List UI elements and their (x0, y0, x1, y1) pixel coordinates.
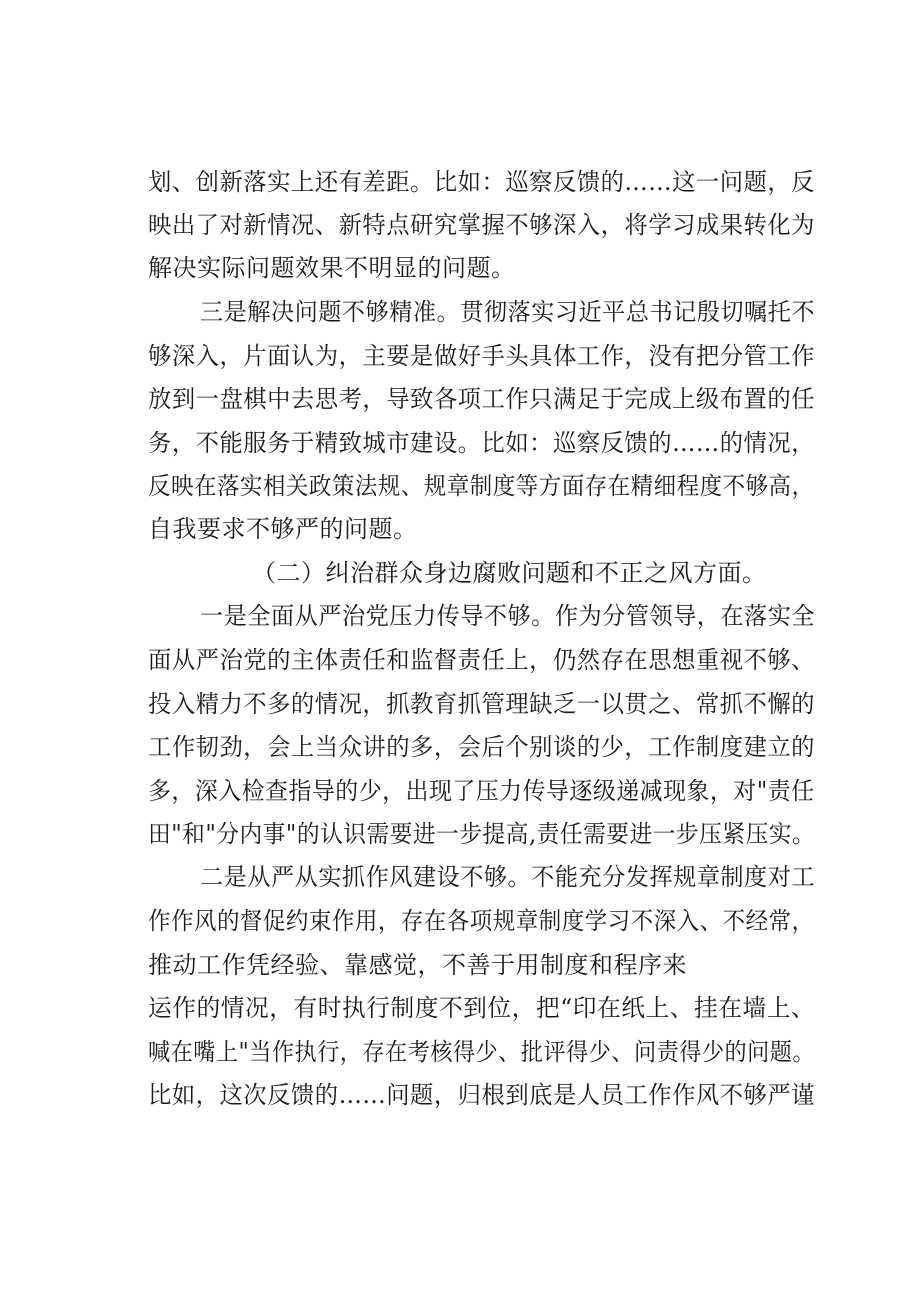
paragraph-start-line: 三是解决问题不够精准。贯彻落实习近平总书记殷切嘱托不 (200, 298, 816, 326)
text-line: 自我要求不够严的问题。 (148, 515, 418, 543)
text-line: 推动工作凭经验、靠感觉，不善于用制度和程序来 (148, 951, 687, 979)
text-line: 工作韧劲，会上当众讲的多，会后个别谈的少，工作制度建立的 (148, 733, 815, 761)
text-line: 划、创新落实上还有差距。比如：巡察反馈的……这一问题，反 (148, 168, 815, 196)
paragraph-start-line: 一是全面从严治党压力传导不够。作为分管领导，在落实全 (200, 602, 816, 630)
text-line: 投入精力不多的情况，抓教育抓管理缺乏一以贯之、常抓不懈的 (148, 690, 815, 718)
text-line: 运作的情况，有时执行制度不到位，把“印在纸上、挂在墙上、 (148, 994, 816, 1022)
paragraph-start-line: 二是从严从实抓作风建设不够。不能充分发挥规章制度对工 (200, 863, 816, 891)
text-line: 务，不能服务于精致城市建设。比如：巡察反馈的……的情况， (148, 429, 815, 457)
text-line: 解决实际问题效果不明显的问题。 (148, 254, 516, 282)
text-line: 放到一盘棋中去思考，导致各项工作只满足于完成上级布置的任 (148, 385, 815, 413)
text-line: 比如，这次反馈的……问题，归根到底是人员工作作风不够严谨 (148, 1081, 815, 1109)
text-line: 反映在落实相关政策法规、规章制度等方面存在精细程度不够高， (148, 472, 815, 500)
section-heading: （二）纠治群众身边腐败问题和不正之风方面。 (252, 559, 767, 587)
text-line: 映出了对新情况、新特点研究掌握不够深入，将学习成果转化为 (148, 211, 815, 239)
text-line: 够深入，片面认为，主要是做好手头具体工作，没有把分管工作 (148, 342, 815, 370)
text-line: 作作风的督促约束作用，存在各项规章制度学习不深入、不经常， (148, 907, 815, 935)
text-line: 面从严治党的主体责任和监督责任上，仍然存在思想重视不够、 (148, 646, 815, 674)
text-line: 田"和"分内事"的认识需要进一步提高,责任需要进一步压紧压实。 (148, 820, 816, 848)
text-line: 喊在嘴上"当作执行，存在考核得少、批评得少、问责得少的问题。 (148, 1038, 816, 1066)
text-line: 多，深入检查指导的少，出现了压力传导逐级递减现象，对"责任 (148, 777, 815, 805)
